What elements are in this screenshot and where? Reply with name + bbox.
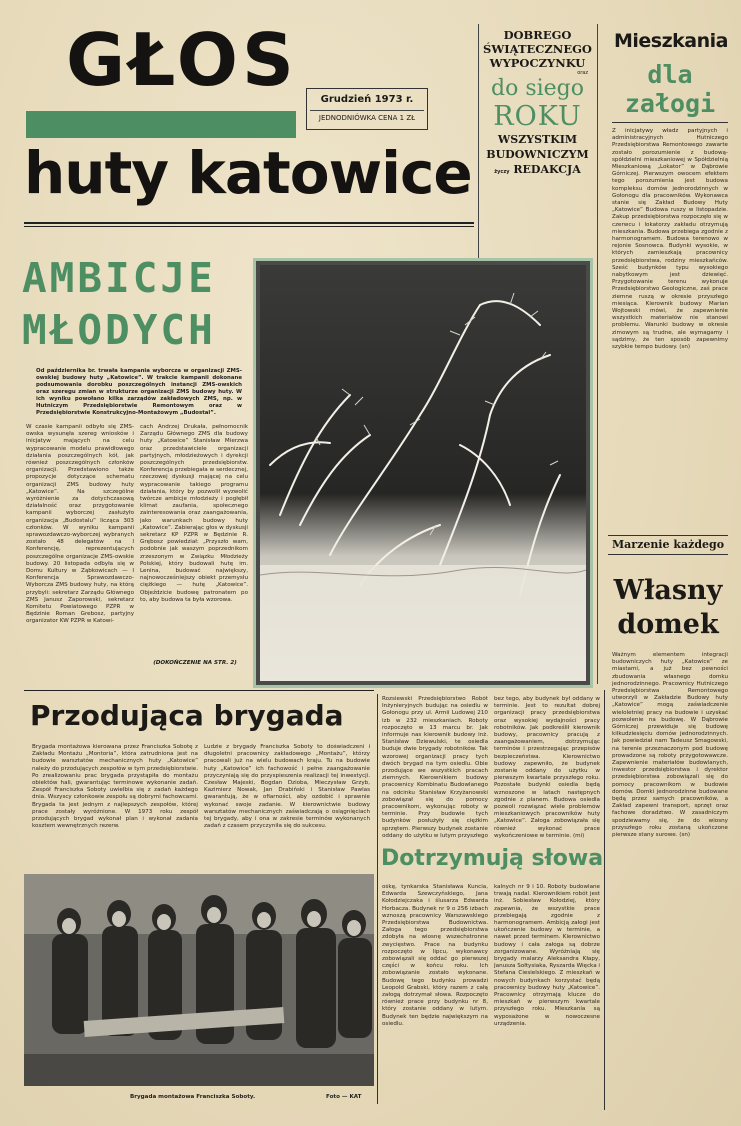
center-article-column-1: Rozsiewski Przedsiębiorstwo Robót Inżynieryjnych budując na osiedlu w Gołonogu przy ul. Armii Ludowej 210 izb w 232 mieszkaniach. Roboty rozpoczęto w 13 marcu br. Jak informuje nas kierownik budowy inż. Stanisław Dziewulski, te osiedla buduje dwie brygady robotników. Tak wzorowej organizacji pracy tych dwóch brygad na tym osiedlu. Obie przodujące we wszystkich pracach ziemnych. Kierownikiem budowy pracownicy Kombinatu Budowlanego na odcinku Stanisław Krzyżanowski zobowiązał się do pomocy pracownikom, wykonując roboty w terminie. Przy budowie tych budynków posłużyły się ciężkim sprzętem. Pierwszy budynek zostanie oddany do użytku w lutym przyszłego bbox=[382, 696, 488, 838]
greeting-line-3: WYPOCZYNKU bbox=[489, 56, 586, 70]
ambicje-continuation: (DOKOŃCZENIE NA STR. 2) bbox=[153, 660, 237, 666]
masthead-title-top: GŁOS bbox=[66, 18, 298, 102]
right-divider-bottom bbox=[604, 690, 605, 1110]
mieszkania-title-line3: załogi bbox=[624, 89, 716, 118]
brygada-photo-caption: Brygada montażowa Franciszka Soboty. bbox=[130, 1094, 256, 1100]
dotrzymuja-headline: Dotrzymują słowa bbox=[381, 846, 604, 871]
brygada-column-1: Brygada montażowa kierowana przez Franciszka Sobotę z Zakładu Montażu „Montoria”, która zatrudniona jest na budowie warsztatów mechanicznych huty „Katowice” należy do przodujących zespołów w tym przedsiębiorstwie. Po zrealizowaniu prac brygada przystąpiła do montażu obiektów hali, gwarantując terminowe wykonanie zadań. Zespół Franciszka Soboty uwielbia się z zadań każdego dnia. Wszyscy członkowie zespołu są dobrymi fachowcami. Brygada ta jest jednym z najlepszych zespołów, której prace zostały wyróżnione. W 1973 roku zespół przodujących brygad wykonał plan i wykonał zadania kosztem wewnętrznych rezerw. bbox=[32, 744, 198, 830]
dotrzymuja-column-1: ośkę, tynkarska Stanisława Kuncia, Edwarda Szewczyńskiego, Jana Kołodziejczaka i ślusarza Edwarda Horbacza. Budynek nr 9 o 256 izbach wznoszą pracownicy Warszawskiego Przedsiębiorstwa Budownictwa. Załoga tego przedsiębiorstwa zdobyła na wiosnę wszechstronne zwycięstwo. Prace na budynku rozpoczęto w lipcu, wykonawcy zobowiązali się oddać go pierwszej części w końcu roku. Ich zobowiązanie zostało wykonane. Budowę tego budynku prowadzi Leopold Grabski, który razem z całą załogą dotrzymał słowa. Rozpoczęto również prace przy budynku nr 8, który zostanie oddany w lutym. Budynek ten będzie największym na osiedlu. bbox=[382, 884, 488, 1027]
brygada-column-2: Ludzie z brygady Franciszka Soboty to doświadczeni i długoletni pracownicy zakładowego „Montażu”, którzy pracowali już na wielu budowach kraju. Tu na budowie huty „Katowice” ich fachowość i pełne zaangażowanie przyczyniają się do przyspieszenia realizacji tej inwestycji. Czesław Majeski, Bogdan Dzioba, Mieczysław Grzyb, Kazimierz Nowak, Jan Drabiński i Stanisław Pawlas gwarantują, że w ofiarności, aby ozdobić i sprawnie wykonać swoje zadanie. W kierownictwie budowy warsztatów mechanicznych zaświadczają o osiągnięciach tej brygady, aby i ona w zakresie terminów wykonanych zadań z czasem przyczyniła się do sukcesu. bbox=[204, 744, 370, 830]
greeting-line-1: DOBREGO bbox=[503, 28, 572, 42]
greeting-line-7: BUDOWNICZYM bbox=[486, 148, 589, 161]
greeting-box bbox=[481, 28, 594, 258]
winter-photo-frame bbox=[253, 258, 593, 688]
masthead-green-bar bbox=[26, 111, 296, 138]
masthead-rule bbox=[24, 222, 474, 224]
wlasny-domek-title bbox=[608, 574, 728, 642]
masthead-date-box bbox=[306, 88, 428, 130]
winter-photo bbox=[260, 265, 586, 681]
brygada-headline: Przodująca brygada bbox=[30, 699, 344, 732]
column-divider-right bbox=[597, 24, 598, 684]
mieszkania-title-line2: dla bbox=[647, 60, 693, 89]
center-divider bbox=[377, 694, 378, 1104]
greeting-line-2: ŚWIĄTECZNEGO bbox=[483, 42, 592, 56]
greeting-oraz: oraz bbox=[577, 70, 588, 76]
wlasny-title-line1: Własny bbox=[613, 575, 723, 606]
ambicje-title-line2: MŁODYCH bbox=[22, 306, 216, 354]
ambicje-column-2: cach Andrzej Drukała, pełnomocnik Zarządu Głównego ZMS dla budowy huty „Katowice” Stanisław Mierzwa oraz przedstawiciele organizacji partyjnych, młodzieżowych i dyrekcji poszczególnych przedsiębiorstw. Konferencja przebiegała w serdecznej, rzeczowej dyskusji mającej na celu wypracowanie takiego programu działania, który by pozwolił wyzwolić twórcze ambicje młodzieży i pogłębił klimat zaufania, społecznego zainteresowania oraz zaangażowania, jako warunkach budowy huty „Katowice”. Zabierając głos w dyskusji sekretarz KP PZPR w Będzinie R. Grębosz powiedział: „Przyszło wam, podobnie jak waszym poprzednikom zrzeszonym w Związku Młodzieży Polskiej, który budowali hutę im. Lenina, budować największy, najnowocześniejszy obiekt przemysłu ciężkiego — hutę „Katowice”. Objeździcie budowę patronatem po to, aby budowa ta była wzorowa. bbox=[140, 424, 248, 603]
greeting-left-rule bbox=[478, 24, 479, 258]
center-article-column-2: bez tego, aby budynek był oddany w terminie. Jest to rezultat dobrej organizacji pracy przedsiębiorstwa oraz wysokiej wydajności pracy robotników. Jak podkreślił kierownik budowy, pracownicy pracują z zaangażowaniem, dotrzymując terminów i przestrzegając przepisów bezpieczeństwa. Kierownictwo budowy zapewniło, że budynek zostanie oddany do użytku w pierwszym kwartale przyszłego roku. Pozostałe budynki osiedla będą wznoszone w latach następnych zgodnie z planem. Budowa osiedla pozwoli rozwiązać wiele problemów mieszkaniowych pracowników huty „Katowice”. Załoga zobowiązała się również wykonać prace wykończeniowe w terminie. (mi) bbox=[494, 696, 600, 838]
mieszkania-title-rule bbox=[612, 122, 728, 123]
wlasny-domek-body: Ważnym elementem integracji budowniczych huty „Katowice” ze miastami, a już bez pewności zbudowania własnego domku jednorodzinnego. Pracownicy Hutniczego Przedsiębiorstwa Remontowego utworzyli w Zakładzie Budowy huty „Katowice” mogą zaświadczenie wieloletniej pracy na budowie i uzyskać pozwolenie na budowę. W Dąbrowie Górniczej przewiduje się budowę kilkudziesięciu domów jednorodzinnych. Jak powiedział nam Tadeusz Smagowski, na terenie przeznaczonym pod budowę prowadzone są roboty przygotowawcze. Zapewnienie materiałów budowlanych, inwestor przedsiębiorstwa i dyrektor przedsiębiorstwa zobowiązali się do pomocy pracownikom w budowie domów. Domki jednorodzinne budowane będą przez samych pracowników, a Zakład zapewni transport, sprzęt oraz fachowe doradztwo. W zasadniczym spodziewamy się, że do wiosny przyszłego roku zostaną ukończone pierwsze stany surowe. (sn) bbox=[612, 652, 728, 839]
wlasny-title-line2: domek bbox=[617, 609, 719, 640]
greeting-signature bbox=[481, 162, 594, 180]
issue-date: Grudzień 1973 r. bbox=[320, 94, 414, 105]
greeting-line-8: REDAKCJA bbox=[513, 163, 581, 176]
issue-edition-price: JEDNODNIÓWKA CENA 1 ZŁ bbox=[310, 110, 424, 125]
greeting-line-6: WSZYSTKIM bbox=[497, 133, 578, 146]
ambicje-lead: Od października br. trwała kampania wyborcza w organizacji ZMS-owskiej budowy huty „Katowice”. W trakcie kampanii dokonane podsumowania dorobku poszczególnych instancji ZMS-owskich oraz szeregu zmian w strukturze organizacji ZMS budowy huty. W ich wyniku powołano kilka zarządów zakładowych ZMS, np. w Hutniczym Przedsiębiorstwie Remontowym oraz w Przedsiębiorstwie Konstrukcyjno-Montażowym „Budostal”. bbox=[36, 368, 242, 416]
ambicje-headline bbox=[22, 252, 252, 356]
mieszkania-body: Z inicjatywy władz partyjnych i administracyjnych Hutniczego Przedsiębiorstwa Remontowego zawarte zostało porozumienie z budową-spółdzielni mieszkaniowej w Spółdzielnią Mieszkaniową „Lokator” w Dąbrowie Górniczej. Pierwszym owocem efektem tego porozumienia jest budowa kompleksu domów jednorodzinnych w Gołonogu dla pracowników. Wykonawca stanie się Zakład Budowy Huty „Katowice” Budowa ruszy w listopadzie. Zakup przedsiębiorstwa rozpoczęło się w czerwcu i lokatorzy zakładu otrzymują mieszkania. Budowa przebiega zgodnie z harmonogramem. Budowa terenowo w rejonie Sosnowca. Budynki wysokie, w których zamieszkają pracownicy przedsiębiorstwa, rodziny mieszkańców. Sześć budynków typu wysokiego nabytkowym jest dziewięć. Przygotowanie terenu wykonuje Przedsiębiorstwo Geologiczne, zaś prace ziemne ruszą w okresie przyszłego miesiąca. Kierownik budowy Marian Wojtowski mówi, że zapewnienie wszystkich materiałów nie stanowi problemu. Warunki budowy w okresie zimowym są trudne, ale wymagamy i sądzimy, że ten sposób zapewnimy szybkie tempo budowy. (sn) bbox=[612, 128, 728, 351]
greeting-zycy: życzy bbox=[494, 169, 510, 175]
brygada-top-rule bbox=[24, 690, 374, 691]
masthead-title-bottom: huty katowice bbox=[24, 139, 472, 207]
masthead-rule-thin bbox=[24, 226, 474, 227]
mieszkania-title-line1: Mieszkania bbox=[614, 30, 728, 52]
marzenie-kicker: Marzenie każdego bbox=[608, 535, 728, 555]
mieszkania-title-lines bbox=[614, 60, 726, 118]
brygada-photo-art bbox=[24, 874, 374, 1086]
brygada-photo-credit: Foto — KAT bbox=[326, 1094, 362, 1100]
ambicje-title-line1: AMBICJE bbox=[22, 254, 216, 302]
greeting-line-5: ROKU bbox=[493, 101, 582, 132]
brygada-photo bbox=[24, 874, 374, 1086]
greeting-line-4: do siego bbox=[491, 76, 584, 101]
dotrzymuja-column-2: kalnych nr 9 i 10. Roboty budowlane trwają nadal. Kierownikiem robót jest inż. Sobiesław Kołodziej, który zapewnia, że wszystkie prace przebiegają zgodnie z harmonogramem. Ambicją załogi jest ukończenie budowy w terminie, a nawet przed terminem. Kierownictwo budowy i cała załoga są dobrze zorganizowane. Wyróżniają się brygady malarzy Aleksandra Kłapy, Janusza Sołtysiaka, Ryszarda Więcka i Stefana Ciesielskiego. Z mieszkań w nowych budynkach korzystać będą pracownicy budowy huty „Katowice”. Pracownicy otrzymają klucze do mieszkań w pierwszym kwartale przyszłego roku. Mieszkania są wyposażone w nowoczesne urządzenia. bbox=[494, 884, 600, 1027]
ambicje-column-1: W czasie kampanii odbyło się ZMS-owska wysunęła szereg wniosków i inicjatyw mających na celu wypracowanie modelu prawidłowego działania poszczególnych kół, jak również poszczególnych członków organizacji. Przedstawiono także propozycje dotyczące schematu organizacji ZMS budowy huty „Katowice”. Na szczególne wyróżnienie za dotychczasową działalność oraz przygotowanie kampanii wyborczej zasłużyło organizacja „Budostalu” licząca 303 członków. W wyniku kampanii sprawozdawczo-wyborczej wybranych zostało 48 delegatów na I Konferencję, reprezentujących poszczególne organizacje ZMS-owskie budowy. 20 listopada odbyła się w Domu Kultury w Ząbkowicach — I Konferencja Sprawozdawczo-Wyborcza ZMS budowy huty, na którą przybyli: sekretarz Zarządu Głównego ZMS Janusz Zaporowski, sekretarz Komitetu Powiatowego PZPR w Będzinie Roman Grebosz, partyjny organizator KW PZPR w Katowi- bbox=[26, 424, 134, 625]
